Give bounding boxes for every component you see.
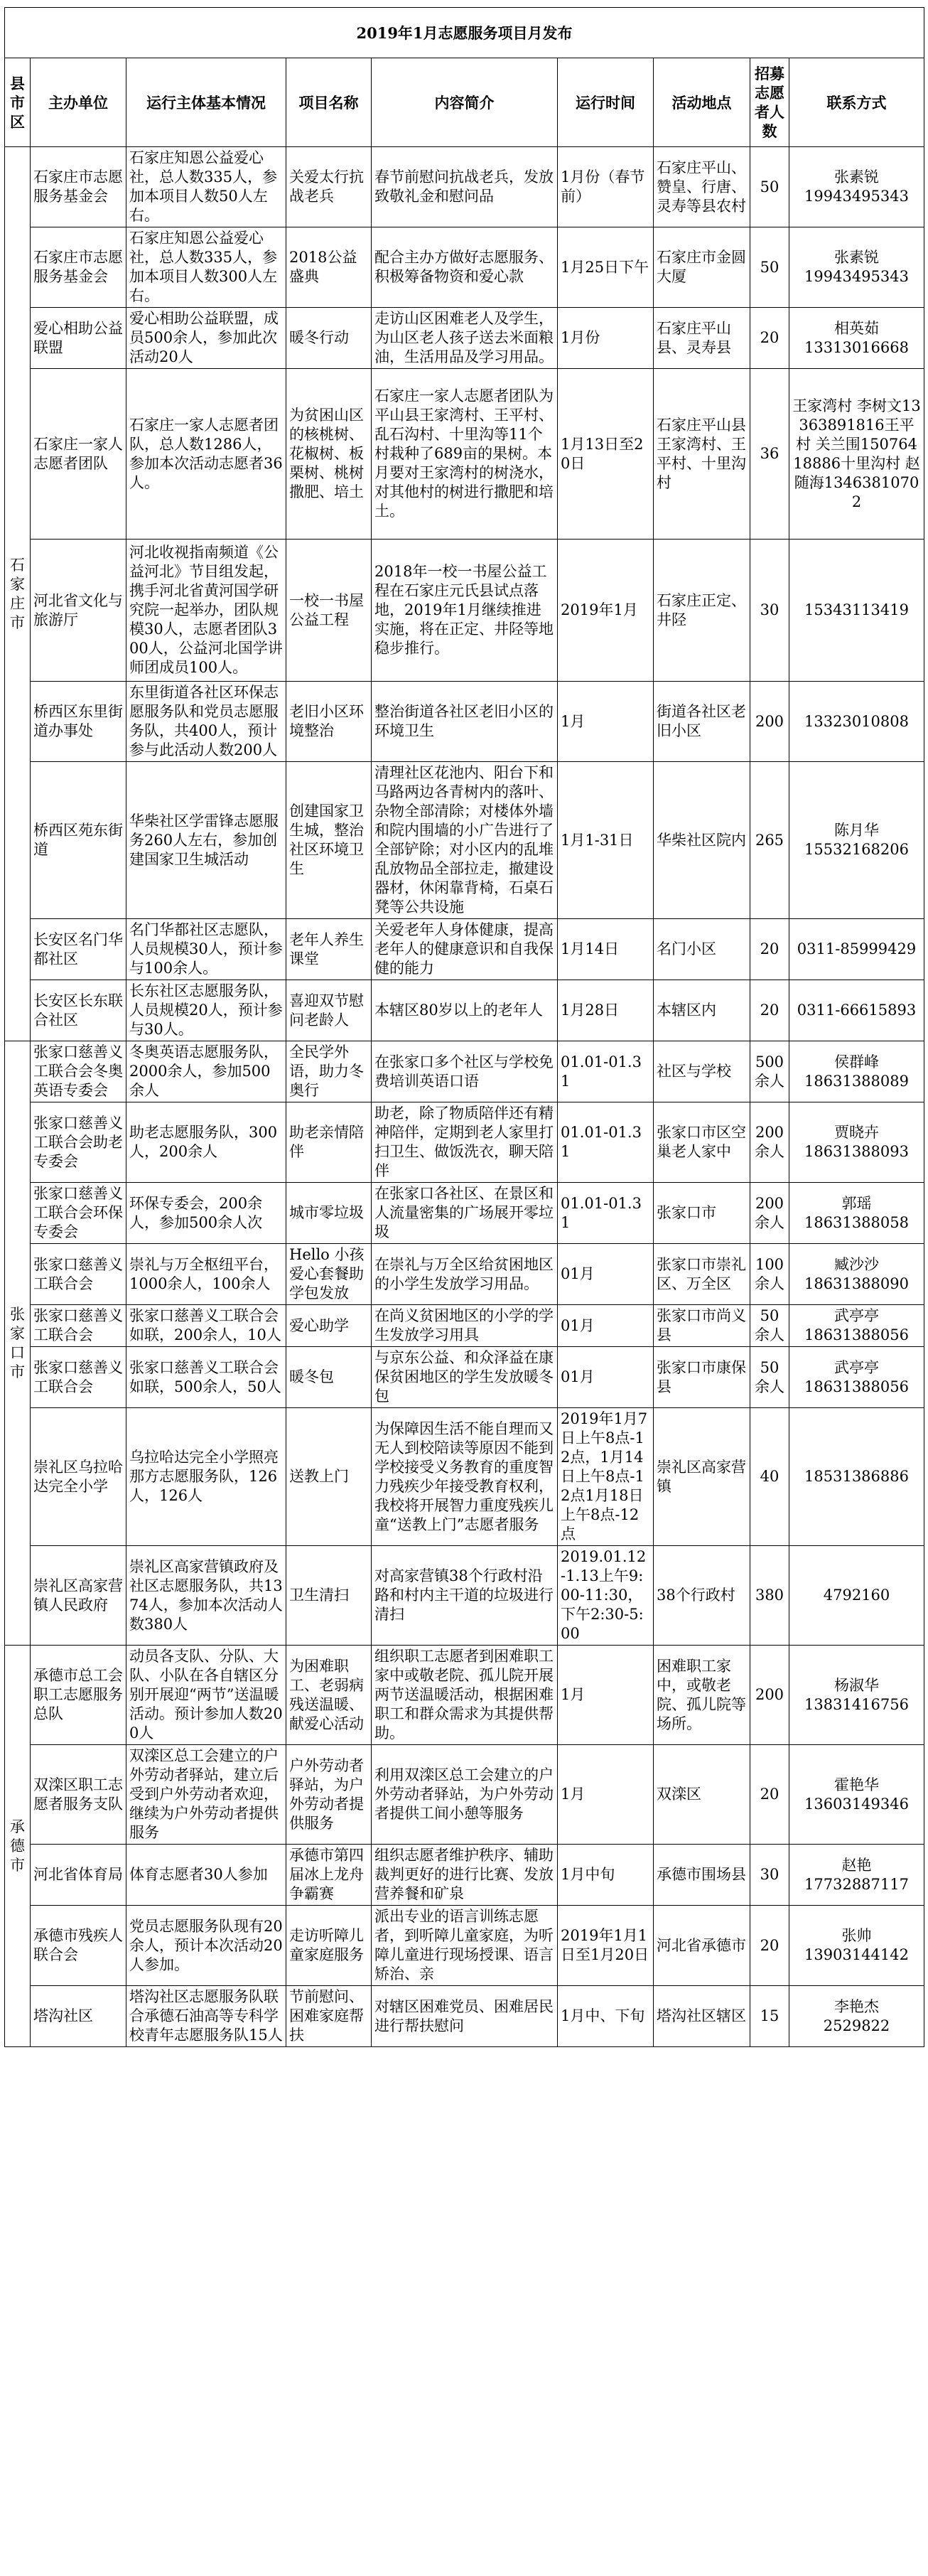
project-name-cell: 卫生清扫 <box>286 1546 372 1646</box>
contact-line: 十里沟村 赵随海 <box>794 454 920 491</box>
organizer-cell: 张家口慈善义工联合会 <box>31 1244 126 1305</box>
location-cell: 名门小区 <box>654 919 750 980</box>
project-name-cell: 节前慰问、困难家庭帮扶 <box>286 1986 372 2047</box>
location-cell: 张家口市 <box>654 1183 750 1244</box>
contact-line: 13603149346 <box>804 1795 909 1813</box>
contact-line: 杨淑华 <box>834 1676 880 1694</box>
contact-line: 武亭亭 <box>834 1358 880 1376</box>
location-cell: 石家庄平山、赞皇、行唐、灵寿等县农村 <box>654 147 750 227</box>
contact-cell <box>789 1546 924 1646</box>
run-time-cell: 1月中旬 <box>558 1845 654 1906</box>
organizer-cell: 塔沟社区 <box>31 1986 126 2047</box>
organizer-cell: 双滦区职工志愿者服务支队 <box>31 1745 126 1845</box>
organizer-cell: 承德市总工会职工志愿服务总队 <box>31 1646 126 1745</box>
contact-line: 4792160 <box>823 1587 890 1604</box>
contact-line: 17732887117 <box>804 1875 909 1893</box>
recruit-count-cell: 36 <box>750 369 789 540</box>
run-time-cell: 2019年1月 <box>558 540 654 682</box>
intro-cell: 本辖区80岁以上的老年人 <box>372 980 558 1041</box>
contact-line: 0311-66615893 <box>797 1002 917 1019</box>
organizer-cell: 河北省文化与旅游厅 <box>31 540 126 682</box>
contact-cell <box>789 1986 924 2047</box>
basic-info-cell: 助老志愿服务队，300人，200余人 <box>126 1102 286 1183</box>
contact-line: 张素锐 <box>834 249 880 266</box>
contact-cell <box>789 308 924 369</box>
table-row <box>5 540 924 682</box>
recruit-count-cell: 40 <box>750 1408 789 1546</box>
organizer-cell: 长安区名门华都社区 <box>31 919 126 980</box>
contact-line: 13363891816 <box>799 397 921 434</box>
contact-cell <box>789 1646 924 1745</box>
project-name-cell: 爱心助学 <box>286 1305 372 1347</box>
intro-cell: 春节前慰问抗战老兵，发放致敬礼金和慰问品 <box>372 147 558 227</box>
basic-info-cell: 动员各支队、分队、大队、小队在各自辖区分别开展迎“两节”送温暖活动。预计参加人数200人 <box>126 1646 286 1745</box>
recruit-count-cell: 380 <box>750 1546 789 1646</box>
run-time-cell: 1月份（春节前） <box>558 147 654 227</box>
contact-line: 13831416756 <box>804 1695 909 1713</box>
contact-cell <box>789 1745 924 1845</box>
location-cell: 社区与学校 <box>654 1041 750 1102</box>
intro-cell: 配合主办方做好志愿服务、积极筹备物资和爱心款 <box>372 227 558 308</box>
organizer-cell: 张家口慈善义工联合会环保专委会 <box>31 1183 126 1244</box>
run-time-cell: 1月中、下旬 <box>558 1986 654 2047</box>
run-time-cell: 1月28日 <box>558 980 654 1041</box>
project-name-cell: 助老亲情陪伴 <box>286 1102 372 1183</box>
location-cell: 张家口市康保县 <box>654 1347 750 1408</box>
contact-line: 18631388089 <box>804 1072 909 1090</box>
contact-line: 19943495343 <box>804 188 909 205</box>
organizer-cell: 石家庄市志愿服务基金会 <box>31 227 126 308</box>
contact-line: 贾晓卉 <box>834 1124 880 1141</box>
location-cell: 石家庄平山县、灵寿县 <box>654 308 750 369</box>
basic-info-cell: 石家庄知恩公益爱心社，总人数335人，参加本项目人数50人左右。 <box>126 147 286 227</box>
intro-cell: 在尚义贫困地区的小学的学生发放学习用具 <box>372 1305 558 1347</box>
basic-info-cell: 河北收视指南频道《公益河北》节目组发起，携手河北省黄河国学研究院一起举办，团队规模30人，志愿者团队300人，公益河北国学讲师团成员100人。 <box>126 540 286 682</box>
intro-cell: 2018年一校一书屋公益工程在石家庄元氏县试点落地，2019年1月继续推进实施，将在正定、井陉等地稳步推行。 <box>372 540 558 682</box>
table-row <box>5 980 924 1041</box>
run-time-cell: 01月 <box>558 1347 654 1408</box>
organizer-cell: 石家庄一家人志愿者团队 <box>31 369 126 540</box>
contact-line: 15532168206 <box>804 841 909 858</box>
basic-info-cell: 崇礼与万全枢纽平台，1000余人，100余人 <box>126 1244 286 1305</box>
county-cell <box>5 147 31 1041</box>
contact-cell <box>789 1906 924 1986</box>
basic-info-cell: 双滦区总工会建立的户外劳动者驿站，建立后受到户外劳动者欢迎，继续为户外劳动者提供服务 <box>126 1745 286 1845</box>
header-county: 县市区 <box>5 58 31 147</box>
organizer-cell: 张家口慈善义工联合会 <box>31 1347 126 1408</box>
contact-cell <box>789 1408 924 1546</box>
organizer-cell: 桥西区东里街道办事处 <box>31 682 126 762</box>
project-name-cell: 为困难职工、老弱病残送温暖、献爱心活动 <box>286 1646 372 1745</box>
contact-cell <box>789 762 924 919</box>
organizer-cell: 承德市残疾人联合会 <box>31 1906 126 1986</box>
basic-info-cell: 崇礼区高家营镇政府及社区志愿服务队，共1374人，参加本次活动人数380人 <box>126 1546 286 1646</box>
intro-cell: 在崇礼与万全区给贫困地区的小学生发放学习用品。 <box>372 1244 558 1305</box>
basic-info-cell: 冬奥英语志愿服务队，2000余人，参加500余人 <box>126 1041 286 1102</box>
basic-info-cell: 体育志愿者30人参加 <box>126 1845 286 1906</box>
intro-cell: 组织志愿者维护秩序、辅助裁判更好的进行比赛、发放营养餐和矿泉 <box>372 1845 558 1906</box>
location-cell: 石家庄平山县王家湾村、王平村、十里沟村 <box>654 369 750 540</box>
recruit-count-cell: 50余人 <box>750 1305 789 1347</box>
location-cell: 双滦区 <box>654 1745 750 1845</box>
intro-cell: 为保障因生活不能自理而又无人到校陪读等原因不能到学校接受义务教育的重度智力残疾少年接受教育权利，我校将开展智力重度残疾儿童“送教上门”志愿者服务 <box>372 1408 558 1546</box>
basic-info-cell: 塔沟社区志愿服务队联合承德石油高等专科学校青年志愿服务队15人 <box>126 1986 286 2047</box>
contact-cell <box>789 682 924 762</box>
table-row <box>5 1347 924 1408</box>
contact-line: 张帅 <box>841 1927 872 1944</box>
contact-line: 0311-85999429 <box>797 940 917 957</box>
table-title: 2019年1月志愿服务项目月发布 <box>5 8 924 58</box>
contact-line: 18631388056 <box>804 1378 909 1395</box>
organizer-cell: 桥西区苑东街道 <box>31 762 126 919</box>
contact-line: 臧沙沙 <box>834 1255 880 1273</box>
contact-line: 王平村 关兰围 <box>796 416 914 453</box>
basic-info-cell: 石家庄一家人志愿者团队，总人数1286人，参加本次活动志愿者36人。 <box>126 369 286 540</box>
recruit-count-cell: 500余人 <box>750 1041 789 1102</box>
organizer-cell: 爱心相助公益联盟 <box>31 308 126 369</box>
county-name: 承德市 <box>10 1818 25 1874</box>
county-name: 石家庄市 <box>10 556 25 631</box>
recruit-count-cell: 20 <box>750 919 789 980</box>
run-time-cell: 1月 <box>558 1745 654 1845</box>
header-intro: 内容简介 <box>372 58 558 147</box>
basic-info-cell: 东里街道各社区环保志愿服务队和党员志愿服务队，共400人，预计参与此活动人数200人 <box>126 682 286 762</box>
location-cell: 张家口市尚义县 <box>654 1305 750 1347</box>
recruit-count-cell: 20 <box>750 980 789 1041</box>
run-time-cell: 1月 <box>558 1646 654 1745</box>
contact-line: 赵艳 <box>841 1856 872 1874</box>
contact-line: 武亭亭 <box>834 1307 880 1324</box>
contact-cell <box>789 147 924 227</box>
contact-line: 13313016668 <box>804 338 909 356</box>
contact-line: 郭瑶 <box>841 1194 872 1212</box>
table-row <box>5 1408 924 1546</box>
table-row <box>5 147 924 227</box>
county-cell <box>5 1041 31 1646</box>
organizer-cell: 石家庄市志愿服务基金会 <box>31 147 126 227</box>
project-name-cell: 承德市第四届冰上龙舟争霸赛 <box>286 1845 372 1906</box>
recruit-count-cell: 265 <box>750 762 789 919</box>
intro-cell: 对高家营镇38个行政村沿路和村内主干道的垃圾进行清扫 <box>372 1546 558 1646</box>
recruit-count-cell: 200余人 <box>750 1183 789 1244</box>
table-row <box>5 1986 924 2047</box>
location-cell: 张家口市崇礼区、万全区 <box>654 1244 750 1305</box>
contact-line: 18631388058 <box>804 1213 909 1231</box>
organizer-cell: 崇礼区高家营镇人民政府 <box>31 1546 126 1646</box>
recruit-count-cell: 20 <box>750 1906 789 1986</box>
organizer-cell: 张家口慈善义工联合会助老专委会 <box>31 1102 126 1183</box>
project-name-cell: 2018公益盛典 <box>286 227 372 308</box>
project-name-cell: 户外劳动者驿站，为户外劳动者提供服务 <box>286 1745 372 1845</box>
project-name-cell: 创建国家卫生城，整治社区环境卫生 <box>286 762 372 919</box>
table-row <box>5 227 924 308</box>
recruit-count-cell: 50 <box>750 147 789 227</box>
location-cell: 塔沟社区辖区 <box>654 1986 750 2047</box>
contact-line: 陈月华 <box>834 822 880 839</box>
organizer-cell: 河北省体育局 <box>31 1845 126 1906</box>
header-organizer: 主办单位 <box>31 58 126 147</box>
contact-cell <box>789 227 924 308</box>
table-row <box>5 308 924 369</box>
header-contact: 联系方式 <box>789 58 924 147</box>
location-cell: 崇礼区高家营镇 <box>654 1408 750 1546</box>
location-cell: 街道各社区老旧小区 <box>654 682 750 762</box>
basic-info-cell: 张家口慈善义工联合会如联，500余人，50人 <box>126 1347 286 1408</box>
table-row <box>5 369 924 540</box>
contact-line: 18631388090 <box>804 1274 909 1292</box>
contact-line: 13463810702 <box>824 473 919 510</box>
intro-cell: 与京东公益、和众泽益在康保贫困地区的学生发放暖冬包 <box>372 1347 558 1408</box>
contact-cell <box>789 1347 924 1408</box>
recruit-count-cell: 20 <box>750 308 789 369</box>
contact-line: 霍艳华 <box>834 1776 880 1793</box>
location-cell: 石家庄市金圆大厦 <box>654 227 750 308</box>
basic-info-cell: 名门华都社区志愿队，人员规模30人，预计参与100余人。 <box>126 919 286 980</box>
county-cell <box>5 1646 31 2047</box>
header-basic-info: 运行主体基本情况 <box>126 58 286 147</box>
header-run-time: 运行时间 <box>558 58 654 147</box>
project-name-cell: 全民学外语，助力冬奥行 <box>286 1041 372 1102</box>
contact-line: 15343113419 <box>804 601 909 618</box>
contact-line: 18631388093 <box>804 1143 909 1160</box>
contact-line: 13903144142 <box>804 1946 909 1963</box>
table-row <box>5 1546 924 1646</box>
recruit-count-cell: 30 <box>750 540 789 682</box>
intro-cell: 在张家口多个社区与学校免费培训英语口语 <box>372 1041 558 1102</box>
table-row <box>5 919 924 980</box>
table-row <box>5 1041 924 1102</box>
location-cell: 张家口市区空巢老人家中 <box>654 1102 750 1183</box>
contact-cell <box>789 540 924 682</box>
run-time-cell: 1月25日下午 <box>558 227 654 308</box>
contact-cell <box>789 1845 924 1906</box>
table-row <box>5 1183 924 1244</box>
contact-cell <box>789 980 924 1041</box>
intro-cell: 在张家口各社区、在景区和人流量密集的广场展开零垃圾 <box>372 1183 558 1244</box>
contact-cell <box>789 1102 924 1183</box>
contact-line: 相英茹 <box>834 319 880 337</box>
header-project-name: 项目名称 <box>286 58 372 147</box>
contact-line: 2529822 <box>823 2017 890 2034</box>
header-recruit-count: 招募志愿者人数 <box>750 58 789 147</box>
contact-cell <box>789 1305 924 1347</box>
contact-line: 19943495343 <box>804 268 909 285</box>
basic-info-cell: 张家口慈善义工联合会如联，200余人，10人 <box>126 1305 286 1347</box>
location-cell: 石家庄正定、井陉 <box>654 540 750 682</box>
intro-cell: 派出专业的语言训练志愿者，到听障儿童家庭，为听障儿童进行现场授课、语言矫治、亲 <box>372 1906 558 1986</box>
basic-info-cell: 华柴社区学雷锋志愿服务260人左右，参加创建国家卫生城活动 <box>126 762 286 919</box>
run-time-cell: 01月 <box>558 1244 654 1305</box>
basic-info-cell: 长东社区志愿服务队，人员规模20人，预计参与30人。 <box>126 980 286 1041</box>
intro-cell: 石家庄一家人志愿者团队为平山县王家湾村、王平村、乱石沟村、十里沟等11个村栽种了689亩的果树。本月要对王家湾村的树浇水，对其他村的树进行撒肥和培土。 <box>372 369 558 540</box>
recruit-count-cell: 200余人 <box>750 1102 789 1183</box>
contact-line: 15076418886 <box>793 435 917 472</box>
header-row <box>5 58 924 147</box>
intro-cell: 整治街道各社区老旧小区的环境卫生 <box>372 682 558 762</box>
project-name-cell: 老旧小区环境整治 <box>286 682 372 762</box>
run-time-cell: 1月份 <box>558 308 654 369</box>
project-name-cell: 关爱太行抗战老兵 <box>286 147 372 227</box>
run-time-cell: 1月13日至20日 <box>558 369 654 540</box>
run-time-cell: 1月1-31日 <box>558 762 654 919</box>
recruit-count-cell: 200 <box>750 1646 789 1745</box>
project-name-cell: 暖冬行动 <box>286 308 372 369</box>
contact-line: 王家湾村 李树文 <box>792 397 902 414</box>
recruit-count-cell: 20 <box>750 1745 789 1845</box>
project-name-cell: 送教上门 <box>286 1408 372 1546</box>
organizer-cell: 长安区长东联合社区 <box>31 980 126 1041</box>
project-name-cell: 一校一书屋公益工程 <box>286 540 372 682</box>
project-name-cell: 为贫困山区的核桃树、花椒树、板栗树、桃树撒肥、培土 <box>286 369 372 540</box>
table-row <box>5 1845 924 1906</box>
contact-line: 18531386886 <box>804 1468 909 1485</box>
contact-line: 侯群峰 <box>834 1053 880 1070</box>
intro-cell: 关爱老年人身体健康，提高老年人的健康意识和自我保健的能力 <box>372 919 558 980</box>
location-cell: 承德市围场县 <box>654 1845 750 1906</box>
run-time-cell: 1月14日 <box>558 919 654 980</box>
county-name: 张家口市 <box>10 1305 25 1380</box>
volunteer-project-table <box>4 7 924 2047</box>
project-name-cell: 城市零垃圾 <box>286 1183 372 1244</box>
contact-cell <box>789 1244 924 1305</box>
contact-line: 13323010808 <box>804 712 909 730</box>
contact-cell <box>789 919 924 980</box>
table-row <box>5 1244 924 1305</box>
organizer-cell: 张家口慈善义工联合会冬奥英语专委会 <box>31 1041 126 1102</box>
table-row <box>5 762 924 919</box>
run-time-cell: 2019年1月1日至1月20日 <box>558 1906 654 1986</box>
location-cell: 38个行政村 <box>654 1546 750 1646</box>
contact-cell <box>789 369 924 540</box>
location-cell: 华柴社区院内 <box>654 762 750 919</box>
run-time-cell: 2019.01.12-1.13上午9:00-11:30，下午2:30-5:00 <box>558 1546 654 1646</box>
intro-cell: 组织职工志愿者到困难职工家中或敬老院、孤儿院开展两节送温暖活动，根据困难职工和群众需求为其提供帮助。 <box>372 1646 558 1745</box>
basic-info-cell: 爱心相助公益联盟，成员500余人，参加此次活动20人 <box>126 308 286 369</box>
project-name-cell: Hello 小孩 爱心套餐助学包发放 <box>286 1244 372 1305</box>
table-row <box>5 1906 924 1986</box>
project-name-cell: 喜迎双节慰问老龄人 <box>286 980 372 1041</box>
run-time-cell: 1月 <box>558 682 654 762</box>
run-time-cell: 01.01-01.31 <box>558 1102 654 1183</box>
contact-line: 张素锐 <box>834 168 880 186</box>
basic-info-cell: 党员志愿服务队现有20余人，预计本次活动20人参加。 <box>126 1906 286 1986</box>
basic-info-cell: 乌拉哈达完全小学照亮那方志愿服务队，126人，126人 <box>126 1408 286 1546</box>
intro-cell: 清理社区花池内、阳台下和马路两边各青树内的落叶、杂物全部清除；对楼体外墙和院内围墙的小广告进行了全部铲除；对小区内的乱堆乱放物品全部拉走，撤建设器材，休闲靠背椅，石桌石凳等公共设施 <box>372 762 558 919</box>
organizer-cell: 崇礼区乌拉哈达完全小学 <box>31 1408 126 1546</box>
contact-line: 18631388056 <box>804 1326 909 1343</box>
run-time-cell: 01月 <box>558 1305 654 1347</box>
table-body <box>5 147 924 2047</box>
recruit-count-cell: 15 <box>750 1986 789 2047</box>
contact-cell <box>789 1041 924 1102</box>
recruit-count-cell: 100余人 <box>750 1244 789 1305</box>
run-time-cell: 2019年1月7日上午8点-12点，1月14日上午8点-12点1月18日上午8点-12点 <box>558 1408 654 1546</box>
table-row <box>5 1745 924 1845</box>
project-name-cell: 暖冬包 <box>286 1347 372 1408</box>
organizer-cell: 张家口慈善义工联合会 <box>31 1305 126 1347</box>
run-time-cell: 01.01-01.31 <box>558 1041 654 1102</box>
intro-cell: 走访山区困难老人及学生，为山区老人孩子送去米面粮油，生活用品及学习用品。 <box>372 308 558 369</box>
run-time-cell: 01.01-01.31 <box>558 1183 654 1244</box>
basic-info-cell: 石家庄知恩公益爱心社，总人数335人，参加本项目人数300人左右。 <box>126 227 286 308</box>
table-row <box>5 1305 924 1347</box>
intro-cell: 对辖区困难党员、困难居民进行帮扶慰问 <box>372 1986 558 2047</box>
header-location: 活动地点 <box>654 58 750 147</box>
recruit-count-cell: 30 <box>750 1845 789 1906</box>
recruit-count-cell: 50 <box>750 227 789 308</box>
table-row <box>5 1102 924 1183</box>
intro-cell: 助老，除了物质陪伴还有精神陪伴，定期到老人家里打扫卫生、做饭洗衣，聊天陪伴 <box>372 1102 558 1183</box>
project-name-cell: 走访听障儿童家庭服务 <box>286 1906 372 1986</box>
contact-line: 李艳杰 <box>834 1997 880 2015</box>
location-cell: 河北省承德市 <box>654 1906 750 1986</box>
intro-cell: 利用双滦区总工会建立的户外劳动者驿站，为户外劳动者提供工间小憩等服务 <box>372 1745 558 1845</box>
contact-cell <box>789 1183 924 1244</box>
recruit-count-cell: 50余人 <box>750 1347 789 1408</box>
recruit-count-cell: 200 <box>750 682 789 762</box>
table-row <box>5 1646 924 1745</box>
basic-info-cell: 环保专委会，200余人，参加500余人次 <box>126 1183 286 1244</box>
location-cell: 困难职工家中，或敬老院、孤儿院等场所。 <box>654 1646 750 1745</box>
table-row <box>5 682 924 762</box>
project-name-cell: 老年人养生课堂 <box>286 919 372 980</box>
location-cell: 本辖区内 <box>654 980 750 1041</box>
